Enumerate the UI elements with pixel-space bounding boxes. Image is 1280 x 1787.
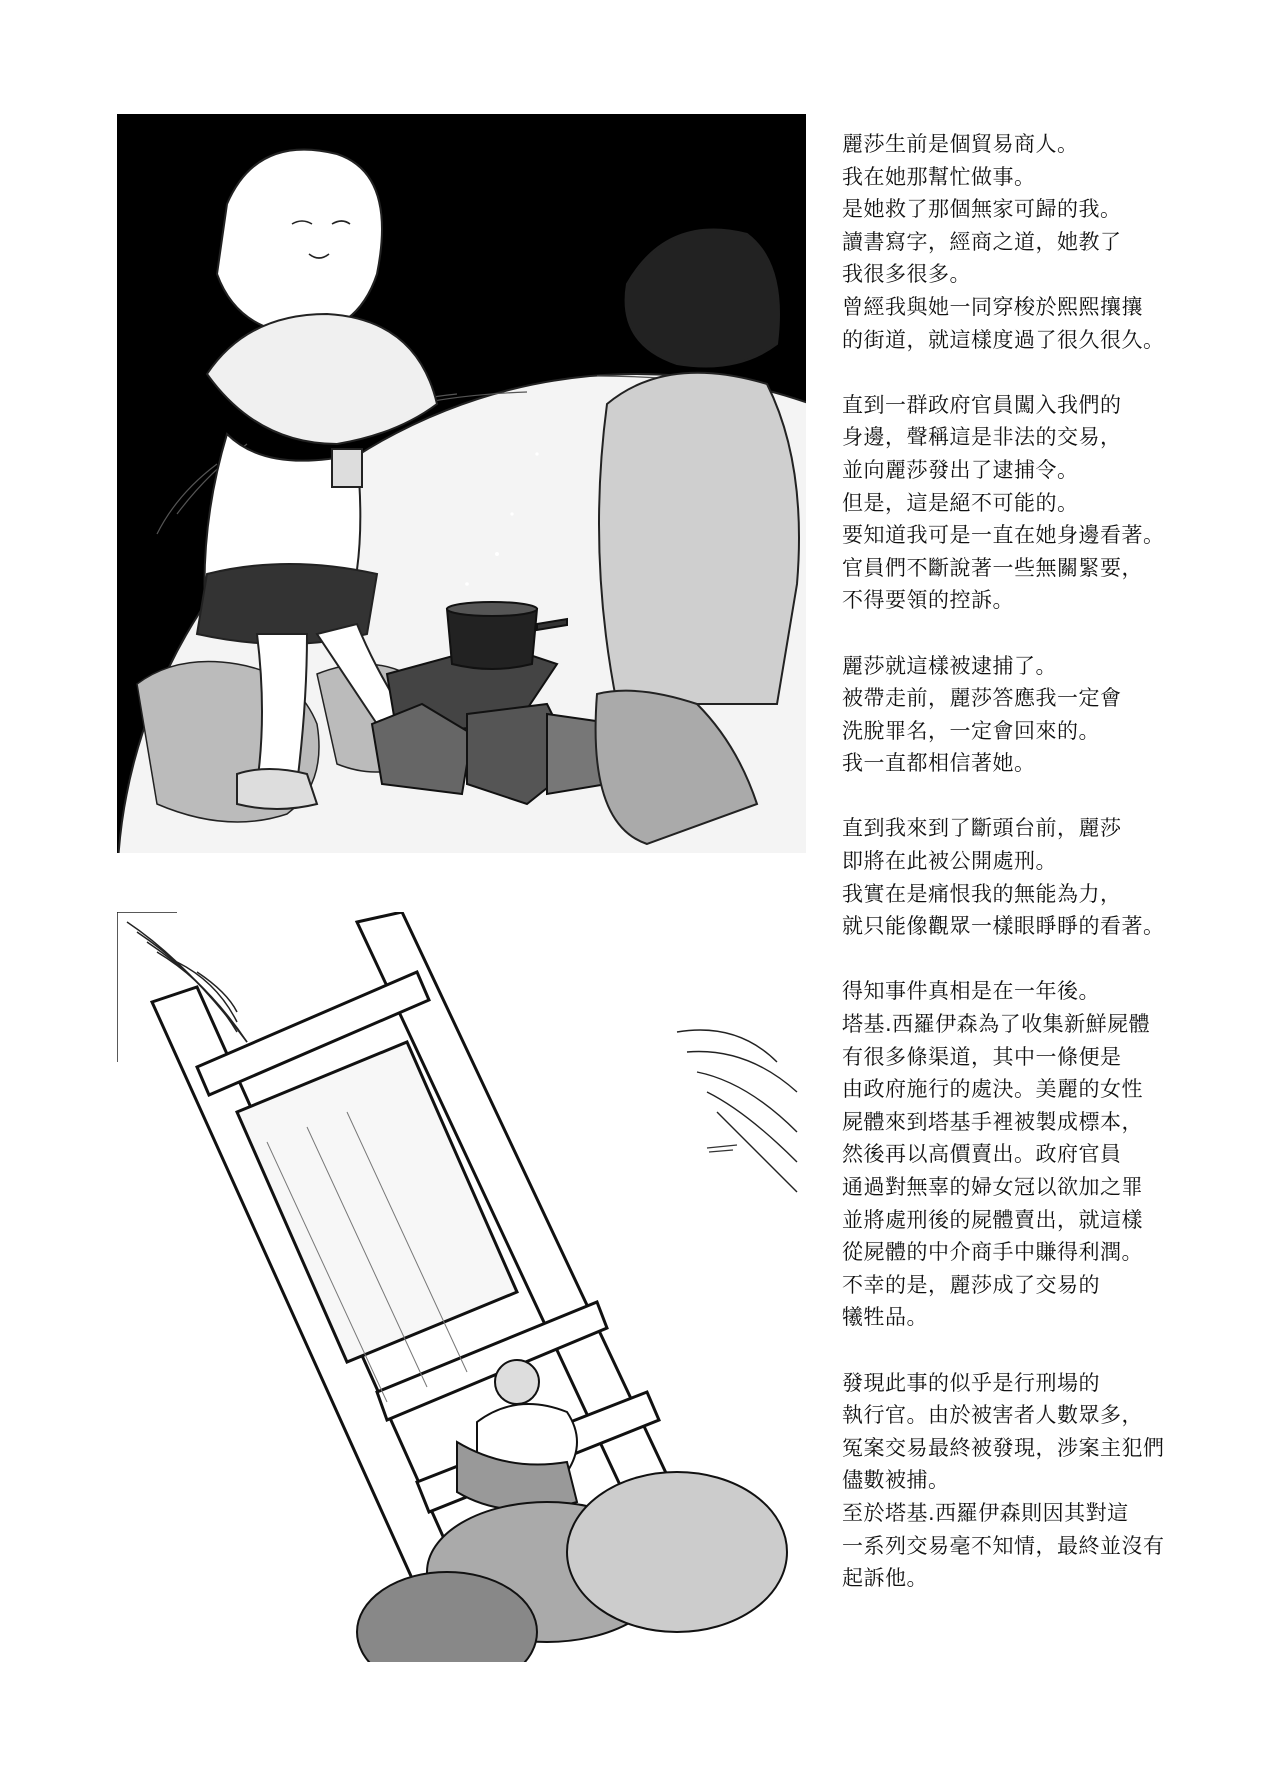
narration-line: 並將處刑後的屍體賣出，就這樣 xyxy=(842,1207,1143,1232)
guillotine-illustration xyxy=(117,912,806,1662)
narration-line: 由政府施行的處決。美麗的女性 xyxy=(842,1077,1143,1102)
narration-line: 從屍體的中介商手中賺得利潤。 xyxy=(842,1240,1143,1265)
narration-line: 曾經我與她一同穿梭於熙熙攘攘 xyxy=(842,294,1143,319)
narration-line: 我一直都相信著她。 xyxy=(842,751,1036,776)
narration-line: 犧牲品。 xyxy=(842,1305,928,1330)
narration-line: 麗莎生前是個貿易商人。 xyxy=(842,132,1079,156)
narration-line: 但是，這是絕不可能的。 xyxy=(842,490,1079,515)
narration-line: 儘數被捕。 xyxy=(842,1468,950,1493)
narration-paragraph xyxy=(842,128,1262,356)
narration-line: 起訴他。 xyxy=(842,1566,928,1591)
narration-line: 官員們不斷說著一些無關緊要， xyxy=(842,555,1143,580)
narration-line: 我很多很多。 xyxy=(842,262,971,287)
narration-line: 被帶走前，麗莎答應我一定會 xyxy=(842,686,1122,711)
narration-line: 發現此事的似乎是行刑場的 xyxy=(842,1370,1100,1395)
narration-line: 得知事件真相是在一年後。 xyxy=(842,979,1100,1004)
narration-line: 執行官。由於被害者人數眾多， xyxy=(842,1403,1143,1428)
narration-line: 我實在是痛恨我的無能為力， xyxy=(842,881,1122,906)
narration-line: 屍體來到塔基手裡被製成標本， xyxy=(842,1109,1143,1134)
narration-line: 不幸的是，麗莎成了交易的 xyxy=(842,1272,1100,1297)
narration-line: 通過對無辜的婦女冠以欲加之罪 xyxy=(842,1175,1143,1199)
narration-paragraph xyxy=(842,650,1262,780)
narration-line: 一系列交易毫不知情，最終並沒有 xyxy=(842,1533,1165,1558)
panel-campfire xyxy=(117,114,806,853)
narration-line: 要知道我可是一直在她身邊看著。 xyxy=(842,523,1165,548)
narration-paragraph xyxy=(842,975,1262,1334)
campfire-illustration xyxy=(117,114,806,853)
narration-line: 塔基.西羅伊森為了收集新鮮屍體 xyxy=(842,1012,1151,1037)
narration-line: 直到一群政府官員闖入我們的 xyxy=(842,392,1122,417)
narration-column xyxy=(842,128,1262,1627)
narration-line: 並向麗莎發出了逮捕令。 xyxy=(842,457,1079,482)
narration-paragraph xyxy=(842,812,1262,942)
narration-line: 至於塔基.西羅伊森則因其對這 xyxy=(842,1500,1129,1525)
narration-line: 有很多條渠道，其中一條便是 xyxy=(842,1044,1122,1069)
narration-line: 然後再以高價賣出。政府官員 xyxy=(842,1142,1122,1167)
narration-line: 冤案交易最終被發現，涉案主犯們 xyxy=(842,1435,1165,1460)
narration-paragraph xyxy=(842,1367,1262,1595)
narration-line: 不得要領的控訴。 xyxy=(842,588,1014,613)
narration-line: 麗莎就這樣被逮捕了。 xyxy=(842,653,1057,678)
narration-line: 洗脫罪名，一定會回來的。 xyxy=(842,718,1100,743)
narration-line: 是她救了那個無家可歸的我。 xyxy=(842,197,1122,222)
narration-line: 直到我來到了斷頭台前，麗莎 xyxy=(842,816,1122,841)
panel-guillotine xyxy=(117,912,806,1662)
narration-line: 的街道，就這樣度過了很久很久。 xyxy=(842,327,1165,352)
narration-line: 我在她那幫忙做事。 xyxy=(842,164,1036,189)
narration-line: 讀書寫字，經商之道，她教了 xyxy=(842,229,1122,254)
narration-line: 身邊，聲稱這是非法的交易， xyxy=(842,425,1122,450)
narration-line: 即將在此被公開處刑。 xyxy=(842,849,1057,874)
narration-paragraph xyxy=(842,389,1262,617)
narration-line: 就只能像觀眾一樣眼睜睜的看著。 xyxy=(842,914,1165,939)
